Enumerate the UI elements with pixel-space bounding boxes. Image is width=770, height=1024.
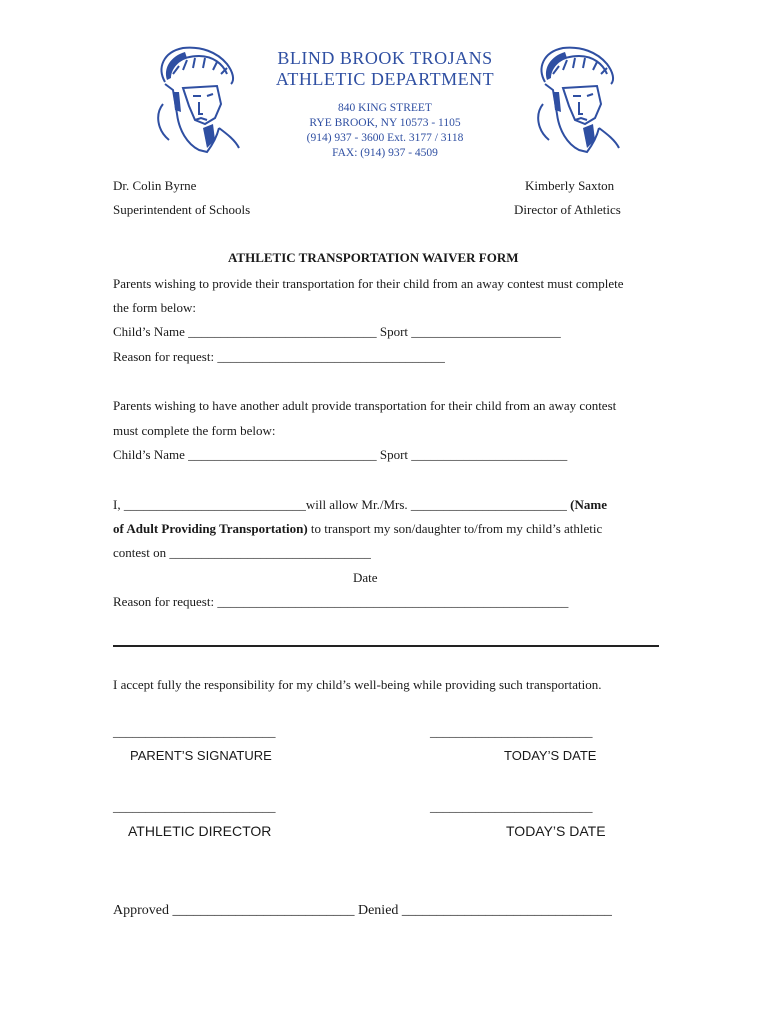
department-title (0, 48, 770, 90)
section1-reason-field[interactable]: Reason for request: ___________________________________ (113, 349, 445, 364)
address-city: RYE BROOK, NY 10573 - 1105 (309, 117, 461, 129)
address-street: 840 KING STREET (338, 102, 432, 114)
date-caption: Date (353, 570, 378, 585)
address-fax: FAX: (914) 937 - 4509 (332, 147, 438, 159)
address-phone: (914) 937 - 3600 Ext. 3177 / 3118 (306, 132, 464, 144)
director-signature-line[interactable]: _________________________ (113, 799, 276, 814)
section2-reason-field[interactable]: Reason for request: ______________________________________________________ (113, 594, 569, 609)
department-name: ATHLETIC DEPARTMENT (275, 69, 495, 89)
section2-intro-line1: Parents wishing to have another adult provide transportation for their child from an away contest (113, 398, 617, 413)
superintendent-name: Dr. Colin Byrne (113, 178, 197, 193)
department-address (0, 101, 770, 161)
approval-line[interactable]: Approved __________________________ Denied ______________________________ (113, 903, 612, 918)
athletic-director-label: ATHLETIC DIRECTOR (128, 823, 272, 839)
contest-date-field[interactable]: contest on _______________________________ (113, 545, 371, 560)
permission-line1[interactable] (113, 497, 607, 513)
section1-intro-line1: Parents wishing to provide their transportation for their child from an away contest must complete (113, 276, 624, 291)
permission-text-bold1: (Name (570, 497, 607, 512)
section-divider (113, 645, 659, 647)
superintendent-title: Superintendent of Schools (113, 202, 251, 217)
section2-child-sport-field[interactable]: Child’s Name _____________________________ Sport ________________________ (113, 447, 568, 462)
acceptance-statement: I accept fully the responsibility for my child’s well-being while providing such transportation. (113, 677, 602, 692)
school-name: BLIND BROOK TROJANS (277, 48, 493, 68)
athletic-director-title: Director of Athletics (514, 202, 621, 217)
parent-date-line[interactable]: _________________________ (430, 724, 593, 739)
permission-text-part2: to transport my son/daughter to/from my child’s athletic (307, 521, 603, 536)
athletic-director-name: Kimberly Saxton (525, 178, 615, 193)
director-date-label: TODAY’S DATE (506, 823, 606, 839)
parent-signature-label: PARENT’S SIGNATURE (130, 748, 272, 763)
parent-date-label: TODAY’S DATE (504, 748, 597, 763)
director-date-line[interactable]: _________________________ (430, 799, 593, 814)
permission-text-bold2: of Adult Providing Transportation) (113, 521, 308, 536)
permission-text-part1: I, ____________________________will allow Mr./Mrs. ________________________ (113, 497, 571, 512)
permission-line2 (113, 521, 602, 537)
section1-child-sport-field[interactable]: Child’s Name _____________________________ Sport _______________________ (113, 324, 561, 339)
section2-intro-line2: must complete the form below: (113, 423, 276, 438)
form-title: ATHLETIC TRANSPORTATION WAIVER FORM (228, 250, 519, 265)
parent-signature-line[interactable]: _________________________ (113, 724, 276, 739)
section1-intro-line2: the form below: (113, 300, 197, 315)
